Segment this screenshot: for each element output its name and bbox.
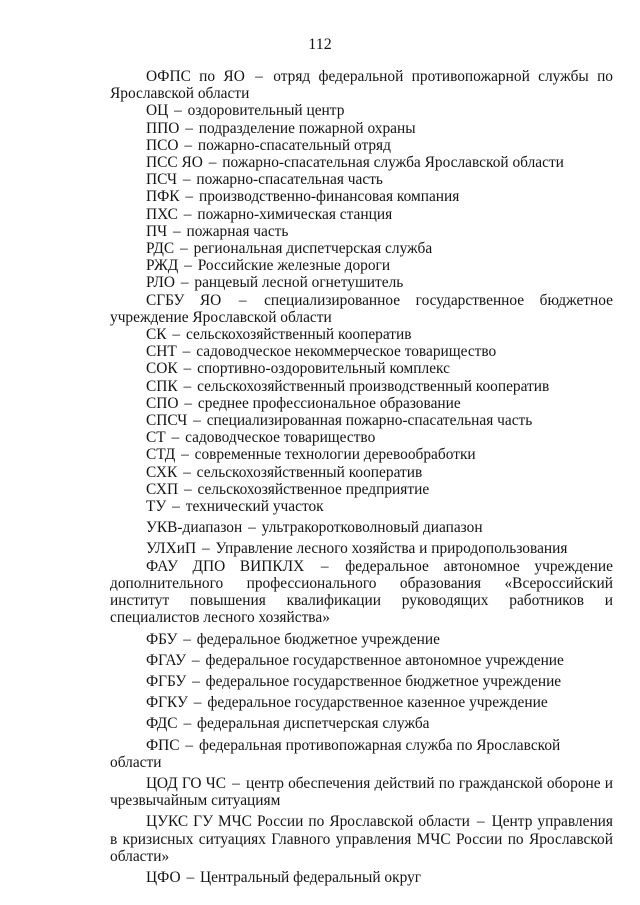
dash-separator: – <box>248 519 256 537</box>
dash-separator: – <box>193 694 202 712</box>
abbreviation: СПСЧ <box>146 412 188 430</box>
dash-separator: – <box>172 222 181 240</box>
list-item <box>110 540 613 557</box>
abbreviation: ЦУКС ГУ МЧС России по Ярославской области <box>146 813 470 831</box>
dash-separator: – <box>183 205 192 223</box>
list-item <box>110 446 613 463</box>
dash-separator: – <box>238 291 247 309</box>
dash-separator: – <box>208 154 217 172</box>
abbreviation: СХП <box>146 480 179 498</box>
list-item <box>110 68 613 102</box>
dash-separator: – <box>191 651 200 669</box>
list-item <box>110 292 613 326</box>
abbreviation: ППО <box>146 119 180 137</box>
definition: подразделение пожарной охраны <box>198 119 416 137</box>
list-item <box>110 378 613 395</box>
dash-separator: – <box>183 715 192 733</box>
definition: специализированная пожарно-спасательная часть <box>206 412 533 430</box>
abbreviation: ОЦ <box>146 102 169 120</box>
definition: садоводческое некоммерческое товарищество <box>196 343 497 361</box>
list-item <box>110 652 613 669</box>
definition: федеральное бюджетное учреждение <box>196 630 440 648</box>
definition: Управление лесного хозяйства и природопользования <box>215 540 568 558</box>
dash-separator: – <box>183 463 191 481</box>
dash-separator: – <box>185 188 194 206</box>
definition: пожарно-спасательный отряд <box>197 136 391 154</box>
abbreviation: СОК <box>146 360 178 378</box>
dash-separator: – <box>184 257 192 275</box>
dash-separator: – <box>185 119 193 137</box>
definition: производственно-финансовая компания <box>198 188 460 206</box>
dash-separator: – <box>172 326 181 344</box>
definition: сельскохозяйственный кооператив <box>196 463 423 481</box>
list-item <box>110 188 613 205</box>
dash-separator: – <box>183 630 191 648</box>
list-item <box>110 775 613 809</box>
dash-separator: – <box>184 136 193 154</box>
abbreviation: ПЧ <box>146 222 168 240</box>
definition: федеральная противопожарная служба по Ярославской области <box>110 736 561 771</box>
definition: пожарно-спасательная служба Ярославской области <box>222 154 564 172</box>
abbreviation: ФПС <box>146 736 180 754</box>
list-item <box>110 869 613 886</box>
list-item <box>110 429 613 446</box>
definition: пожарно-спасательная часть <box>196 171 383 189</box>
list-item <box>110 154 613 171</box>
dash-separator: – <box>320 557 329 575</box>
definition: современные технологии деревообработки <box>194 446 476 464</box>
list-item <box>110 360 613 377</box>
abbreviation: ОФПС по ЯО <box>146 68 245 85</box>
abbreviation: УЛХиП <box>146 540 197 558</box>
list-item <box>110 737 613 771</box>
abbreviation: ПСЧ <box>146 171 177 189</box>
abbreviation: ФАУ ДПО ВИПКЛХ <box>146 557 305 575</box>
abbreviation: УКВ-диапазон <box>146 519 243 537</box>
dash-separator: – <box>232 774 240 792</box>
definition: федеральное государственное бюджетное учреждение <box>205 672 562 690</box>
dash-separator: – <box>192 672 200 690</box>
abbreviation: СТД <box>146 446 176 464</box>
dash-separator: – <box>174 102 182 120</box>
abbreviations-list <box>110 68 613 886</box>
list-item <box>110 464 613 481</box>
dash-separator: – <box>184 394 193 412</box>
definition: Центр управления в кризисных ситуациях Главного управления МЧС России по Ярославской области» <box>110 813 613 865</box>
dash-separator: – <box>182 171 191 189</box>
abbreviation: РЖД <box>146 257 179 275</box>
abbreviation: СК <box>146 326 167 344</box>
definition: садоводческое товарищество <box>185 429 376 447</box>
abbreviation: ТУ <box>146 498 167 516</box>
list-item <box>110 223 613 240</box>
dash-separator: – <box>201 540 210 558</box>
dash-separator: – <box>186 868 195 886</box>
definition: сельскохозяйственный производственный кооператив <box>197 377 550 395</box>
definition: специализированное государственное бюджетное учреждение Ярославской области <box>110 291 613 326</box>
list-item <box>110 206 613 223</box>
list-item <box>110 274 613 291</box>
abbreviation: СГБУ ЯО <box>146 291 222 309</box>
list-item <box>110 240 613 257</box>
definition: сельскохозяйственное предприятие <box>197 480 430 498</box>
definition: отряд федеральной противопожарной службы по Ярославской области <box>110 68 613 103</box>
dash-separator: – <box>183 360 192 378</box>
definition: центр обеспечения действий по гражданской обороне и чрезвычайным ситуациям <box>110 774 613 810</box>
dash-separator: – <box>255 68 263 85</box>
abbreviation: ФБУ <box>146 630 178 648</box>
list-item <box>110 343 613 360</box>
abbreviation: СПК <box>146 377 178 395</box>
list-item <box>110 813 613 865</box>
abbreviation: ПСО <box>146 136 179 154</box>
dash-separator: – <box>171 429 180 447</box>
abbreviation: ПСС ЯО <box>146 154 203 172</box>
definition: ультракоротковолновый диапазон <box>261 519 483 537</box>
dash-separator: – <box>182 343 191 361</box>
dash-separator: – <box>181 446 189 464</box>
dash-separator: – <box>183 480 192 498</box>
list-item <box>110 694 613 711</box>
list-item <box>110 498 613 515</box>
definition: федеральное государственное казенное учреждение <box>207 694 548 712</box>
abbreviation: ПХС <box>146 205 178 223</box>
list-item <box>110 715 613 732</box>
list-item <box>110 673 613 690</box>
list-item <box>110 481 613 498</box>
definition: федеральное государственное автономное учреждение <box>205 651 564 669</box>
list-item <box>110 137 613 154</box>
list-item <box>110 519 613 536</box>
definition: ранцевый лесной огнетушитель <box>194 274 404 292</box>
abbreviation: СТ <box>146 429 166 447</box>
definition: пожарно-химическая станция <box>197 205 393 223</box>
abbreviation: ПФК <box>146 188 180 206</box>
list-item <box>110 631 613 648</box>
dash-separator: – <box>172 498 180 516</box>
list-item <box>110 326 613 343</box>
abbreviation: ЦОД ГО ЧС <box>146 774 226 792</box>
abbreviation: РЛО <box>146 274 175 292</box>
definition: пожарная часть <box>186 222 289 240</box>
definition: технический участок <box>185 498 324 516</box>
page-number: 112 <box>308 36 332 53</box>
definition: федеральная диспетчерская служба <box>197 715 430 733</box>
definition: Российские железные дороги <box>197 257 391 275</box>
definition: оздоровительный центр <box>187 102 345 120</box>
dash-separator: – <box>183 377 192 395</box>
abbreviation: ФГКУ <box>146 694 188 712</box>
list-item <box>110 120 613 137</box>
definition: спортивно-оздоровительный комплекс <box>197 360 450 378</box>
list-item <box>110 102 613 119</box>
definition: федеральное автономное учреждение дополнительного профессионального образования «Всероссийский институт повышения квалификации руководящих работников и специалистов лесного хозяйства» <box>110 557 613 627</box>
abbreviation: ЦФО <box>146 868 181 886</box>
dash-separator: – <box>185 736 194 754</box>
abbreviation: СНТ <box>146 343 177 361</box>
dash-separator: – <box>476 813 485 831</box>
abbreviation: СПО <box>146 394 179 412</box>
abbreviation: ФГАУ <box>146 651 187 669</box>
list-item <box>110 171 613 188</box>
dash-separator: – <box>180 240 188 258</box>
list-item <box>110 558 613 627</box>
abbreviation: ФГБУ <box>146 672 187 690</box>
list-item <box>110 412 613 429</box>
dash-separator: – <box>180 274 189 292</box>
list-item <box>110 395 613 412</box>
list-item <box>110 257 613 274</box>
dash-separator: – <box>193 412 201 430</box>
definition: среднее профессиональное образование <box>197 394 461 412</box>
abbreviation: СХК <box>146 463 178 481</box>
abbreviation: РДС <box>146 240 175 258</box>
abbreviation: ФДС <box>146 715 178 733</box>
definition: Центральный федеральный округ <box>200 868 422 886</box>
definition: региональная диспетчерская служба <box>193 240 433 258</box>
definition: сельскохозяйственный кооператив <box>185 326 412 344</box>
